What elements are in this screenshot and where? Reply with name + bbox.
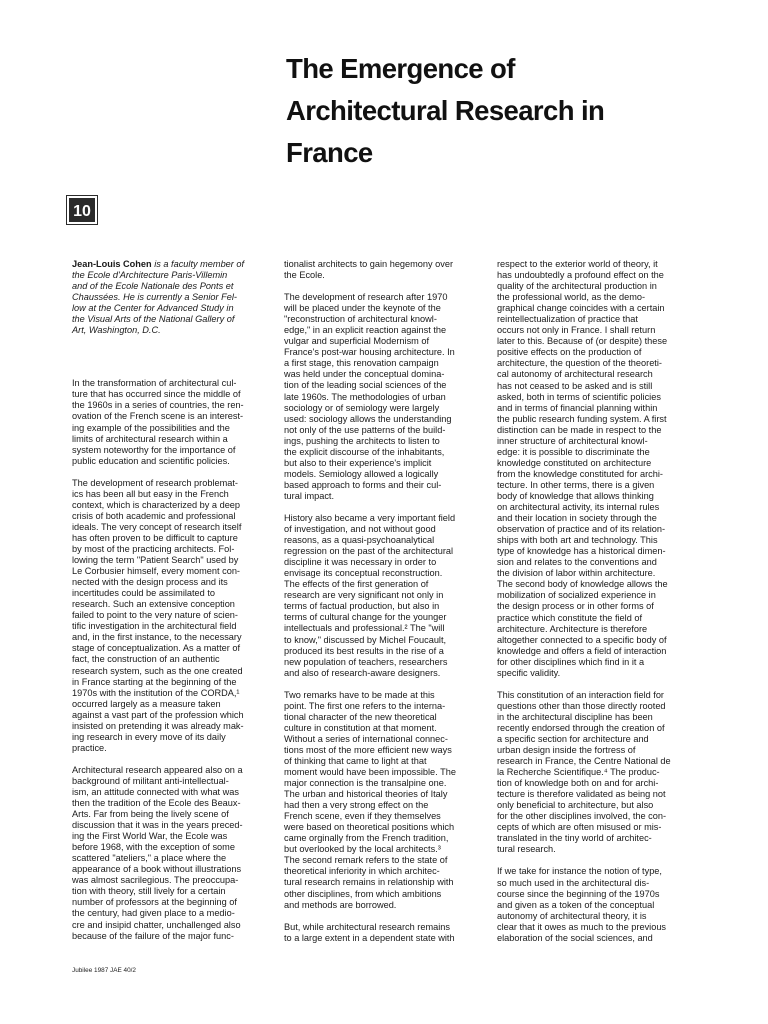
text-line: for other disciplines which find in it a — [497, 656, 645, 667]
text-line: of thinking that came to light at that — [284, 755, 427, 766]
text-line: for the other disciplines involved, the con- — [497, 811, 667, 822]
text-line: moment would have been impossible. The — [284, 767, 456, 778]
text-line: appearance of a book without illustrations — [72, 864, 242, 875]
text-line: has undoubtedly a profound effect on the — [497, 270, 664, 281]
text-line: The development of research after 1970 — [284, 292, 448, 303]
author-bio-line: Chaussées. He is currently a Senior Fel- — [72, 292, 237, 303]
text-line: the professional world, as the demo- — [497, 292, 646, 303]
author-bio — [72, 259, 272, 336]
text-line: tific investigation in the architectural field — [72, 621, 237, 632]
text-line: fact, the construction of an authentic — [72, 654, 220, 665]
text-line: The development of research problemat- — [72, 477, 238, 488]
article-number-badge: 10 — [67, 196, 97, 224]
text-line: reasons, as a quasi-psychoanalytical — [284, 535, 435, 546]
text-line: not only of the use patterns of the build- — [284, 424, 446, 435]
text-line: architecture. Architecture is therefore — [497, 623, 648, 634]
text-line: was almost sacrilegious. The preoccupa- — [72, 875, 239, 886]
text-line: tecture. In other terms, there is a given — [497, 479, 655, 490]
text-line: and methods are borrowed. — [284, 899, 397, 910]
text-line: discussion that it was in the years preced- — [72, 820, 243, 831]
text-line: from the knowledge constituted for archi- — [497, 468, 663, 479]
text-line: inner structure of architectural knowl- — [497, 435, 648, 446]
paragraph — [497, 866, 697, 943]
text-line: ing example of the possibilities and the — [72, 422, 230, 433]
text-line: Two remarks have to be made at this — [284, 689, 435, 700]
author-bio-line: low at the Center for Advanced Study in — [72, 303, 234, 314]
text-line: discipline it was necessary in order to — [284, 557, 437, 568]
text-line: stage of conceptualization. As a matter of — [72, 643, 241, 654]
text-line: occurred largely as a measure taken — [72, 698, 221, 709]
text-line: Architectural research appeared also on a — [72, 764, 243, 775]
text-line: to a large extent in a dependent state with — [284, 932, 455, 943]
text-line: observation of practice and of its relation- — [497, 524, 666, 535]
text-line: a specific section for architecture and — [497, 733, 649, 744]
text-line: research are very significant not only in — [284, 590, 444, 601]
text-line: edge: it is possible to discriminate the — [497, 446, 650, 457]
text-line: background of militant anti-intellectual- — [72, 775, 229, 786]
text-line: public education and scientific policies. — [72, 455, 230, 466]
text-line: tional character of the new theoretical — [284, 711, 437, 722]
text-line: ships with both art and technology. This — [497, 535, 658, 546]
text-line: came orginally from the French tradition, — [284, 833, 449, 844]
text-line: respect to the exterior world of theory, it — [497, 259, 658, 269]
text-line: and, in the first instance, to the necessary — [72, 632, 242, 643]
text-line: ture that has occurred since the middle of — [72, 389, 241, 400]
paragraph — [72, 378, 272, 466]
text-line: but overlooked by the local architects.³ — [284, 844, 441, 855]
paragraph — [284, 922, 480, 944]
author-bio-line: the Ecole d'Architecture Paris-Villemin — [72, 270, 228, 281]
text-line: crisis of both academic and professional — [72, 510, 236, 521]
text-line: tion of knowledge both on and for archi- — [497, 778, 659, 789]
text-line: but also to their experience's implicit — [284, 457, 432, 468]
text-line: tural research remains in relationship with — [284, 877, 454, 888]
page-footer: Jubilee 1987 JAE 40/2 — [72, 967, 136, 974]
paragraph — [284, 259, 480, 281]
text-line: ovation of the French scene is an interest- — [72, 411, 244, 422]
text-line: architecture, the question of the theoreti- — [497, 358, 662, 369]
title-line: Architectural Research in — [286, 95, 605, 126]
text-line: based approach to forms and their cul- — [284, 479, 442, 490]
text-line: distinction can be made in respect to the — [497, 424, 662, 435]
text-line: The urban and historical theories of Italy — [284, 789, 448, 800]
text-line: practice which constitute the field of — [497, 612, 643, 623]
text-line: models. Semiology allowed a logically — [284, 468, 439, 479]
text-line: History also became a very important field — [284, 512, 456, 523]
text-line: the design process or in other forms of — [497, 601, 654, 612]
text-line: intellectuals and professional.² The "will — [284, 623, 445, 634]
paragraph — [284, 690, 480, 911]
text-line: reintellectualization of practice that — [497, 314, 638, 325]
text-line: Arts. Far from being the lively scene of — [72, 809, 229, 820]
paragraph — [497, 690, 697, 856]
paragraph — [72, 478, 272, 754]
text-line: autonomy of architectural theory, it is — [497, 910, 647, 921]
text-line: sociology or of semiology were largely — [284, 402, 440, 413]
text-line: culture in constitution at that moment. — [284, 722, 437, 733]
text-line: the Ecole. — [284, 270, 325, 281]
text-line: terms of factual production, but also in — [284, 601, 440, 612]
text-line: recently endorsed through the creation of — [497, 722, 665, 733]
article-title — [286, 48, 726, 174]
text-line: has often proven to be difficult to capture — [72, 532, 238, 543]
text-line: terms of cultural change for the younger — [284, 612, 447, 623]
text-line: research in France, the Centre National de — [497, 756, 671, 767]
text-line: 1970s with the institution of the CORDA,¹ — [72, 687, 240, 698]
paragraph — [72, 765, 272, 942]
text-line: la Recherche Scientifique.⁴ The produc- — [497, 767, 660, 778]
text-line: lowing the term "Patient Search" used by — [72, 555, 239, 566]
text-line: tion of the leading social sciences of the — [284, 380, 447, 391]
text-line: tural research. — [497, 844, 556, 855]
text-line: urban design inside the fortress of — [497, 745, 636, 756]
text-line: graphical change coincides with a certain — [497, 303, 665, 314]
text-line: But, while architectural research remains — [284, 921, 450, 932]
text-line: were based on theoretical positions which — [284, 822, 455, 833]
text-line: tural impact. — [284, 490, 335, 501]
text-line: ing research in every move of its daily — [72, 731, 226, 742]
text-line: "reconstruction of architectural knowl- — [284, 314, 437, 325]
text-line: the century, had given place to a medio- — [72, 908, 235, 919]
text-column-1 — [72, 259, 272, 953]
text-line: tionalist architects to gain hegemony over — [284, 259, 454, 269]
text-line: ings, pushing the architects to listen to — [284, 435, 440, 446]
text-line: cre and insipid chatter, unchallenged also — [72, 919, 241, 930]
text-line: Le Corbusier himself, every moment con- — [72, 566, 240, 577]
text-line: the public research funding system. A first — [497, 413, 667, 424]
text-line: In the transformation of architectural cul- — [72, 378, 237, 389]
text-line: altogether connected to a specific body of — [497, 634, 667, 645]
text-line: clear that it owes as much to the previous — [497, 921, 667, 932]
text-line: course since the beginning of the 1970s — [497, 888, 660, 899]
text-line: incertitudes could be assimilated to — [72, 588, 215, 599]
text-line: had then a very strong effect on the — [284, 800, 429, 811]
text-line: ideals. The very concept of research itself — [72, 521, 242, 532]
text-line: the explicit discourse of the inhabitants, — [284, 446, 445, 457]
text-line: new population of teachers, researchers — [284, 656, 448, 667]
paragraph — [497, 259, 697, 679]
text-line: to know," discussed by Michel Foucault, — [284, 634, 447, 645]
text-line: a first stage, this renovation campaign — [284, 358, 439, 369]
text-line: sion and relates to the conventions and — [497, 557, 657, 568]
text-line: mobilization of socialized experience in — [497, 590, 656, 601]
text-line: research system, such as the one created — [72, 665, 243, 676]
text-line: and given as a token of the conceptual — [497, 899, 655, 910]
text-column-2 — [284, 259, 480, 955]
text-line: The second remark refers to the state of — [284, 855, 448, 866]
paragraph — [284, 292, 480, 502]
text-line: has not ceased to be asked and is still — [497, 380, 653, 391]
text-line: regression on the past of the architectural — [284, 546, 454, 557]
text-line: cal autonomy of architectural research — [497, 369, 653, 380]
text-line: tion with theory, still lively for a certain — [72, 886, 226, 897]
text-line: the division of labor within architecture. — [497, 568, 656, 579]
text-line: translated in the tiny world of architec- — [497, 833, 652, 844]
text-line: envisage its conceptual reconstruction. — [284, 568, 443, 579]
text-line: in the architectural discipline has been — [497, 711, 653, 722]
paragraph — [284, 513, 480, 679]
text-line: major connection is the transalpine one. — [284, 778, 447, 789]
text-line: ing the First World War, the Ecole was — [72, 831, 228, 842]
text-line: was held under the conceptual domina- — [284, 369, 445, 380]
text-line: positive effects on the production of — [497, 347, 642, 358]
text-line: context, which is characterized by a deep — [72, 499, 241, 510]
text-line: body of knowledge that allows thinking — [497, 490, 654, 501]
text-line: so much used in the architectural dis- — [497, 877, 650, 888]
text-line: limits of architectural research within a — [72, 433, 228, 444]
text-line: French scene, even if they themselves — [284, 811, 441, 822]
text-line: cepts of which are often misused or mis- — [497, 822, 662, 833]
text-line: because of the failure of the major func- — [72, 930, 234, 941]
text-line: The effects of the first generation of — [284, 579, 429, 590]
text-line: vulgar and superficial Modernism of — [284, 336, 430, 347]
author-name: Jean-Louis Cohen — [72, 259, 152, 269]
text-line: If we take for instance the notion of type, — [497, 866, 662, 877]
text-line: knowledge constituted on architecture — [497, 457, 652, 468]
text-line: theoretical inferiority in which architec- — [284, 866, 440, 877]
text-line: ism, an attitude connected with what was — [72, 786, 239, 797]
author-bio-line: and of the Ecole Nationale des Ponts et — [72, 281, 234, 292]
text-line: and also of research-aware designers. — [284, 667, 441, 678]
text-line: produced its best results in the rise of a — [284, 645, 444, 656]
text-line: and in terms of financial planning within — [497, 402, 658, 413]
text-line: on architectural activity, its internal rules — [497, 502, 660, 513]
text-line: insisted on pretending it was already mak- — [72, 720, 244, 731]
text-line: edge," in an explicit reaction against the — [284, 325, 447, 336]
text-line: by most of the practicing architects. Fol- — [72, 543, 235, 554]
text-line: before 1968, with the exception of some — [72, 842, 235, 853]
text-line: only beneficial to architecture, but also — [497, 800, 654, 811]
text-line: of investigation, and not without good — [284, 524, 436, 535]
text-line: The second body of knowledge allows the — [497, 579, 668, 590]
text-line: the 1960s in a series of countries, the ren- — [72, 400, 244, 411]
text-line: questions other than those directly rooted — [497, 700, 666, 711]
text-line: Without a series of international connec- — [284, 733, 448, 744]
text-line: will be placed under the keynote of the — [284, 303, 441, 314]
text-line: point. The first one refers to the interna- — [284, 700, 446, 711]
column-1-body — [72, 378, 272, 941]
text-line: failed to point to the very nature of scien- — [72, 610, 238, 621]
text-line: knowledge and offers a field of interaction — [497, 645, 667, 656]
text-line: research. Such an extensive conception — [72, 599, 235, 610]
text-line: This constitution of an interaction field for — [497, 689, 664, 700]
text-line: type of knowledge has a historical dimen- — [497, 546, 666, 557]
text-line: tions most of the more efficient new ways — [284, 744, 452, 755]
text-line: ics has been all but easy in the French — [72, 488, 229, 499]
text-line: late 1960s. The methodologies of urban — [284, 391, 446, 402]
author-bio-line-1: Jean-Louis Cohen is a faculty member of — [72, 259, 245, 269]
title-line: The Emergence of — [286, 53, 515, 84]
text-line: in France starting at the beginning of the — [72, 676, 237, 687]
text-line: other disciplines, from which ambitions — [284, 888, 442, 899]
text-line: scattered "ateliers," a place where the — [72, 853, 227, 864]
text-line: later to this. Because of (or despite) these — [497, 336, 668, 347]
text-line: quality of the architectural production in — [497, 281, 657, 292]
text-line: asked, both in terms of scientific policies — [497, 391, 661, 402]
text-line: specific validity. — [497, 667, 561, 678]
text-line: and their location in society through the — [497, 513, 657, 524]
text-line: practice. — [72, 742, 107, 753]
text-line: elaboration of the social sciences, and — [497, 932, 653, 943]
text-line: system noteworthy for the importance of — [72, 444, 236, 455]
text-line: nected with the design process and its — [72, 577, 228, 588]
text-line: occurs not only in France. I shall return — [497, 325, 656, 336]
text-line: used: sociology allows the understanding — [284, 413, 452, 424]
text-line: tecture is therefore validated as being not — [497, 789, 666, 800]
title-line: France — [286, 137, 373, 168]
text-line: then the tradition of the Ecole des Beaux- — [72, 798, 241, 809]
text-line: number of professors at the beginning of — [72, 897, 237, 908]
text-line: France's post-war housing architecture. In — [284, 347, 455, 358]
text-line: against a vast part of the profession which — [72, 709, 244, 720]
author-bio-line: Art, Washington, D.C. — [72, 325, 161, 336]
text-column-3 — [497, 259, 697, 955]
author-bio-line: the Visual Arts of the National Gallery of — [72, 314, 235, 325]
